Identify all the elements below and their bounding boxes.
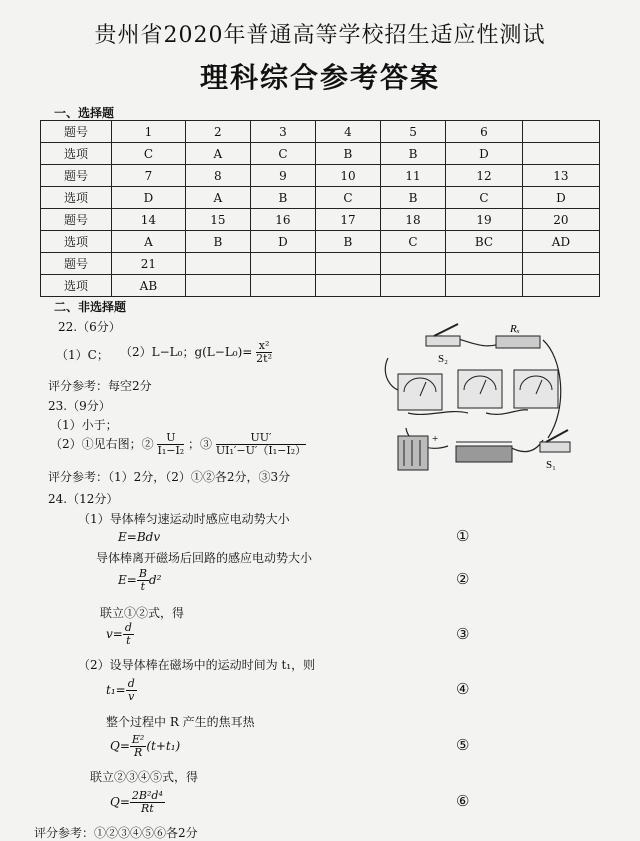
table-cell: C bbox=[380, 231, 445, 253]
table-cell: C bbox=[250, 143, 315, 165]
q24-e6-num: 2B²d⁴ bbox=[131, 789, 163, 802]
table-cell: 17 bbox=[315, 209, 380, 231]
q23-answer-2 bbox=[50, 432, 306, 457]
table-row bbox=[41, 231, 600, 253]
table-cell bbox=[315, 275, 380, 297]
mark-6: ⑥ bbox=[456, 792, 470, 810]
q24-eq-2 bbox=[118, 568, 161, 593]
table-cell: 2 bbox=[185, 121, 250, 143]
switch-s2 bbox=[426, 324, 460, 346]
q23-heading: 23.（9分） bbox=[48, 399, 111, 413]
q24-eq-3-prefix: v= bbox=[106, 627, 123, 641]
q24-line-5: 整个过程中 R 产生的焦耳热 bbox=[106, 715, 255, 729]
table-cell bbox=[250, 275, 315, 297]
q24-line-4: （2）设导体棒在磁场中的运动时间为 t₁，则 bbox=[78, 658, 316, 672]
table-cell: 3 bbox=[250, 121, 315, 143]
table-row bbox=[41, 275, 600, 297]
table-cell: B bbox=[315, 143, 380, 165]
q23-fraction-2 bbox=[216, 432, 306, 457]
table-cell: 10 bbox=[315, 165, 380, 187]
page-subtitle: 理科综合参考答案 bbox=[199, 61, 440, 94]
q24-line-1: （1）导体棒匀速运动时感应电动势大小 bbox=[78, 512, 290, 526]
q22-fraction bbox=[256, 340, 272, 365]
table-cell: 20 bbox=[522, 209, 599, 231]
table-row bbox=[41, 209, 600, 231]
q24-eq-6 bbox=[110, 790, 165, 815]
q24-e4-den: v bbox=[128, 690, 135, 703]
meter-right bbox=[514, 370, 558, 408]
table-cell: 8 bbox=[185, 165, 250, 187]
q23-answer-2-prefix: （2）①见右图；② bbox=[50, 437, 154, 451]
meter-mid bbox=[458, 370, 502, 408]
table-cell bbox=[522, 275, 599, 297]
table-cell bbox=[522, 121, 599, 143]
q24-e6-den: Rt bbox=[141, 802, 154, 815]
table-cell: 13 bbox=[522, 165, 599, 187]
table-cell: 18 bbox=[380, 209, 445, 231]
table-row bbox=[41, 253, 600, 275]
q24-heading: 24.（12分） bbox=[48, 492, 119, 506]
table-cell: 4 bbox=[315, 121, 380, 143]
q24-e5-num: E² bbox=[131, 733, 145, 746]
q23-f1-num: U bbox=[157, 432, 184, 445]
table-cell: 19 bbox=[446, 209, 523, 231]
table-cell: AB bbox=[112, 275, 186, 297]
table-cell bbox=[380, 253, 445, 275]
q24-eq-5-suffix: (t+t₁) bbox=[146, 739, 181, 753]
table-cell bbox=[522, 143, 599, 165]
q24-eq-6-prefix: Q= bbox=[110, 795, 130, 809]
q24-eq-6-frac bbox=[130, 790, 165, 815]
table-cell: D bbox=[446, 143, 523, 165]
q24-line-2: 导体棒离开磁场后回路的感应电动势大小 bbox=[96, 551, 313, 565]
mark-3: ③ bbox=[456, 625, 470, 643]
q24-line-3: 联立①②式，得 bbox=[100, 606, 185, 620]
table-cell: 12 bbox=[446, 165, 523, 187]
q24-eq-3 bbox=[106, 622, 134, 647]
q23-score: 评分参考：（1）2分，（2）①②各2分，③3分 bbox=[48, 470, 291, 484]
table-row-label: 选项 bbox=[41, 231, 112, 253]
q24-eq-5-prefix: Q= bbox=[110, 739, 130, 753]
table-cell: AD bbox=[522, 231, 599, 253]
table-row-label: 题号 bbox=[41, 253, 112, 275]
battery bbox=[398, 436, 428, 470]
q24-eq-5-frac bbox=[130, 734, 146, 759]
table-cell: B bbox=[380, 187, 445, 209]
q24-e2-num: B bbox=[138, 567, 147, 580]
q22-heading: 22.（6分） bbox=[58, 320, 121, 334]
q24-eq-4-prefix: t₁= bbox=[106, 683, 126, 697]
label-plus: + bbox=[432, 433, 439, 445]
table-row bbox=[41, 187, 600, 209]
table-cell: A bbox=[112, 231, 186, 253]
table-cell: 6 bbox=[446, 121, 523, 143]
mark-5: ⑤ bbox=[456, 736, 470, 754]
table-row-label: 选项 bbox=[41, 187, 112, 209]
section-title-nonchoice: 二、非选择题 bbox=[54, 300, 127, 314]
table-cell: B bbox=[250, 187, 315, 209]
table-cell: 16 bbox=[250, 209, 315, 231]
table-cell: B bbox=[185, 231, 250, 253]
table-cell: 21 bbox=[112, 253, 186, 275]
q23-answer-1: （1）小于； bbox=[50, 418, 118, 432]
q24-line-6: 联立②③④⑤式，得 bbox=[90, 770, 199, 784]
q24-eq-3-frac bbox=[123, 622, 134, 647]
table-row-label: 题号 bbox=[41, 165, 112, 187]
table-cell bbox=[315, 253, 380, 275]
mark-2: ② bbox=[456, 570, 470, 588]
mark-4: ④ bbox=[456, 680, 470, 698]
q24-e4-num: d bbox=[127, 677, 135, 690]
table-cell bbox=[185, 275, 250, 297]
q23-f2-den: UI₁′−U′（I₁−I₂） bbox=[215, 444, 307, 457]
label-s1: S₁ bbox=[546, 459, 556, 471]
q22-answer-1: （1）C； bbox=[56, 348, 109, 362]
q24-eq-4-frac bbox=[126, 678, 137, 703]
table-cell: C bbox=[315, 187, 380, 209]
table-row-label: 选项 bbox=[41, 275, 112, 297]
meter-left bbox=[398, 374, 442, 410]
answer-table bbox=[40, 120, 600, 297]
q24-eq-4 bbox=[106, 678, 137, 703]
q24-score: 评分参考：①②③④⑤⑥各2分 bbox=[34, 826, 198, 840]
q23-answer-2-mid: ；③ bbox=[188, 437, 213, 451]
table-cell bbox=[250, 253, 315, 275]
label-rx: Rₓ bbox=[510, 323, 520, 335]
table-cell: C bbox=[446, 187, 523, 209]
table-cell: 14 bbox=[112, 209, 186, 231]
q23-f1-den: I₁−I₂ bbox=[157, 444, 185, 457]
table-cell: 11 bbox=[380, 165, 445, 187]
table-cell: 5 bbox=[380, 121, 445, 143]
table-cell: D bbox=[250, 231, 315, 253]
table-row-label: 题号 bbox=[41, 209, 112, 231]
table-cell: 9 bbox=[250, 165, 315, 187]
q22-score: 评分参考：每空2分 bbox=[48, 379, 152, 393]
table-cell bbox=[446, 275, 523, 297]
q24-eq-2-prefix: E= bbox=[118, 573, 137, 587]
q24-e5-den: R bbox=[133, 746, 143, 759]
table-cell: B bbox=[380, 143, 445, 165]
q22-frac-den: 2t² bbox=[256, 352, 273, 365]
table-cell: BC bbox=[446, 231, 523, 253]
table-cell: D bbox=[112, 187, 186, 209]
q22-frac-num: x² bbox=[256, 340, 272, 353]
table-row bbox=[41, 121, 600, 143]
q23-f2-num: UU′ bbox=[216, 432, 306, 445]
rheostat bbox=[456, 442, 512, 462]
table-cell: 7 bbox=[112, 165, 186, 187]
table-cell: A bbox=[185, 143, 250, 165]
table-cell bbox=[446, 253, 523, 275]
switch-s1 bbox=[540, 430, 570, 452]
q24-e3-den: t bbox=[126, 634, 131, 647]
q23-fraction-1 bbox=[157, 432, 184, 457]
circuit-diagram bbox=[368, 318, 576, 478]
mark-1: ① bbox=[456, 527, 470, 545]
table-cell: 1 bbox=[112, 121, 186, 143]
q24-eq-2-suffix: d² bbox=[148, 573, 162, 587]
table-cell bbox=[185, 253, 250, 275]
q24-e2-den: t bbox=[140, 580, 146, 593]
table-cell bbox=[522, 253, 599, 275]
q22-answer-2-text: （2）L−L₀；g(L−L₀)= bbox=[120, 345, 253, 359]
q22-answer-2 bbox=[120, 340, 272, 365]
table-cell bbox=[380, 275, 445, 297]
q24-eq-2-frac bbox=[137, 568, 149, 593]
table-row bbox=[41, 143, 600, 165]
table-cell: C bbox=[112, 143, 186, 165]
page-title: 贵州省2020年普通高等学校招生适应性测试 bbox=[94, 23, 546, 48]
section-title-choice: 一、选择题 bbox=[54, 106, 115, 120]
resistor-rx bbox=[496, 336, 540, 348]
table-row-label: 题号 bbox=[41, 121, 112, 143]
label-s2: S₂ bbox=[438, 353, 448, 365]
table-row bbox=[41, 165, 600, 187]
table-cell: A bbox=[185, 187, 250, 209]
q24-e3-num: d bbox=[124, 621, 132, 634]
table-row-label: 选项 bbox=[41, 143, 112, 165]
q24-eq-5 bbox=[110, 734, 180, 759]
table-cell: 15 bbox=[185, 209, 250, 231]
table-cell: B bbox=[315, 231, 380, 253]
q24-eq-1: E=Bdv bbox=[118, 530, 161, 544]
table-cell: D bbox=[522, 187, 599, 209]
